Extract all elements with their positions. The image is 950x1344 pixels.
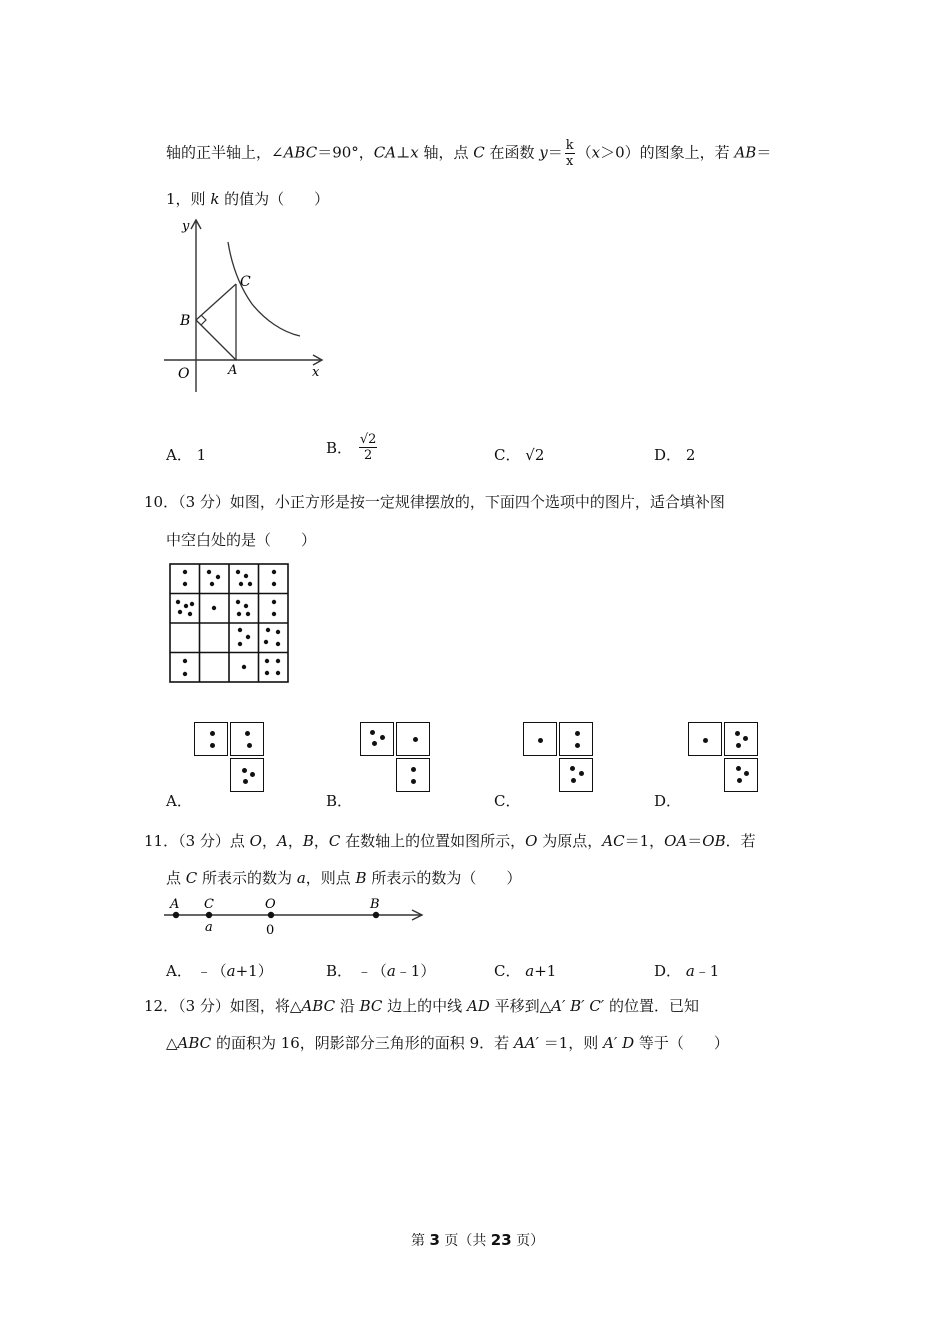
q10-option-c-figure[interactable] [523,722,595,794]
segment-bc [196,284,236,320]
q11-option-a[interactable]: A． ﹣（a+1） [166,962,273,980]
q10-option-b-figure[interactable] [360,722,432,794]
q9-option-d[interactable]: D． 2 [654,446,696,464]
label-o: O [178,366,190,382]
point-a [173,912,179,918]
label-c: C [240,274,251,290]
label-point-b: B [370,897,380,912]
point-b [373,912,379,918]
q11-option-d[interactable]: D． a﹣1 [654,962,720,980]
segment-ab [196,320,236,360]
point-o [268,912,274,918]
q11-line1: 11．（3 分）点 O，A，B，C 在数轴上的位置如图所示，O 为原点，AC＝1，OA＝OB．若 [144,832,756,850]
q10-option-c[interactable]: C． [494,792,521,810]
q10-option-a[interactable]: A． [166,792,192,810]
label-a: A [228,363,238,378]
q12-line2: △ABC 的面积为 16，阴影部分三角形的面积 9．若 AA′ ＝1，则 A′ D 等于（ ） [166,1034,729,1052]
label-point-o: O [265,897,276,912]
page-footer: 第 3 页（共 23 页） [411,1231,545,1249]
q11-number-line [160,894,430,938]
q10-option-d[interactable]: D． [654,792,682,810]
page-number: 3 [429,1231,440,1249]
q11-line2: 点 C 所表示的数为 a，则点 B 所表示的数为（ ） [166,869,522,887]
q9-option-a[interactable]: A． 1 [166,446,207,464]
label-x: x [312,365,320,380]
label-point-a: A [170,897,180,912]
q11-option-c[interactable]: C． a+1 [494,962,557,980]
q9-line1: 轴的正半轴上，∠ABC＝90°，CA⊥x 轴，点 C 在函数 y＝ $\frac{k}{x}$ （x＞0）的图象上，若 AB＝ [166,138,772,169]
q11-option-b[interactable]: B． ﹣（a﹣1） [326,962,436,980]
q9-option-b[interactable]: B． $\frac{√2}{2}$ [326,432,377,463]
fraction-sqrt2-over-2: $\frac{√2}{2}$ [359,432,377,463]
q9-graph [160,212,330,397]
label-y: y [182,219,190,234]
hyperbola-curve [228,242,300,336]
page-total: 23 [490,1231,512,1249]
q9-option-c[interactable]: C． √2 [494,446,545,464]
q10-option-b[interactable]: B． [326,792,353,810]
right-angle-mark [201,315,206,325]
label-b: B [180,313,191,329]
q10-option-d-figure[interactable] [688,722,760,794]
fraction-k-over-x: $\frac{k}{x}$ [565,138,574,169]
q10-option-a-figure[interactable] [194,722,266,794]
point-c [206,912,212,918]
q10-line1: 10．（3 分）如图，小正方形是按一定规律摆放的，下面四个选项中的图片，适合填补图 [144,493,725,511]
label-value-0: 0 [266,923,275,938]
q10-line2: 中空白处的是（ ） [166,531,317,549]
q9-line2: 1，则 k 的值为（ ） [166,190,330,208]
q10-dot-grid [168,562,292,686]
q12-line1: 12．（3 分）如图，将△ABC 沿 BC 边上的中线 AD 平移到△A′ B′ C′ 的位置．已知 [144,997,699,1015]
label-point-c: C [204,897,214,912]
label-value-a: a [205,920,213,935]
